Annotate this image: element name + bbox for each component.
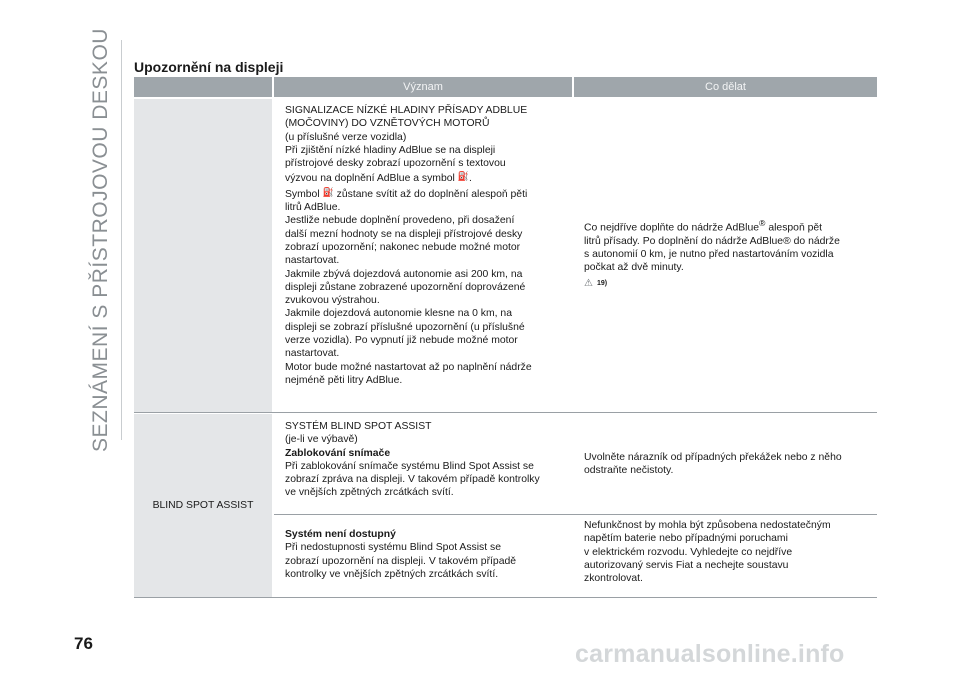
page-number: 76: [74, 634, 93, 653]
warning-reference: ⚠ 19): [584, 277, 608, 289]
row-divider: [134, 412, 877, 413]
row1-action: Co nejdříve doplňte do nádrže AdBlue® alespoň pět litrů přísady. Po doplnění do nádrže AdBlue® do nádrže s autonomií 0 km, je nutno před nastartováním vozidla počkat až dvě minuty. ⚠ 19): [584, 218, 840, 289]
watermark: carmanualsonline.info: [575, 640, 845, 668]
table-header-action: Co dělat: [574, 77, 877, 97]
table-header-empty: [134, 77, 272, 97]
row2-sub1-action: Uvolněte nárazník od případných překážek nebo z něho odstraňte nečistoty.: [584, 452, 842, 477]
row1-meaning: SIGNALIZACE NÍZKÉ HLADINY PŘÍSADY ADBLUE (MOČOVINY) DO VZNĚTOVÝCH MOTORŮ (u příslušné verze vozidla) Při zjištění nízké hladiny AdBlue se na displeji přístrojové desky zobrazí upozornění s textovou výzvou na doplnění AdBlue a symbol ⛽. Symbol ⛽ zůstane svítit až do doplnění alespoň pěti litrů AdBlue. Jestliže nebude doplnění provedeno, při dosažení další mezní hodnoty se na displeji přístrojové desky zobrazí upozornění; nakonec nebude možné motor nastartovat. Jakmile zbývá dojezdová autonomie asi 200 km, na displeji zůstane zobrazené upozornění doprovázené zvukovou výstrahou. Jakmile dojezdová autonomie klesne na 0 km, na displeji se zobrazí příslušné upozornění (u příslušné verze vozidla). Po vypnutí již nebude možné motor nastartovat. Motor bude možné nastartovat až po naplnění nádrže nejméně pěti litry AdBlue.: [285, 105, 532, 386]
row2-label: BLIND SPOT ASSIST: [152, 500, 254, 511]
row1-label-cell: [134, 99, 272, 412]
table-bottom-rule: [134, 597, 877, 598]
adblue-icon: ⛽: [322, 186, 334, 197]
row2-sub1-meaning: SYSTÉM BLIND SPOT ASSIST (je-li ve výbavě) Zablokování snímače Při zablokování snímače systému Blind Spot Assist se zobrazí zpráva na displeji. V takovém případě kontrolky ve vnějších zpětných zrcátkách svítí.: [285, 421, 540, 499]
section-title: Upozornění na displeji: [134, 59, 284, 75]
sub-row-divider: [274, 514, 877, 515]
sub-heading: Systém není dostupný: [285, 529, 396, 540]
table-header-meaning: Význam: [274, 77, 572, 97]
side-chapter-title: SEZNÁMENÍ S PŘÍSTROJOVOU DESKOU: [89, 28, 112, 452]
sub-heading: Zablokování snímače: [285, 447, 391, 459]
warning-triangle-icon: ⚠: [584, 277, 593, 289]
row2-sub2-action: Nefunkčnost by mohla být způsobena nedostatečným napětím baterie nebo případnými poruchami v elektrickém rozvodu. Vyhledejte co nejdříve autorizovaný servis Fiat a nechejte soustavu zkontrolovat.: [584, 520, 831, 585]
adblue-icon: ⛽: [457, 171, 469, 182]
row2-sub2-meaning: Systém není dostupný Při nedostupnosti systému Blind Spot Assist se zobrazí upozornění na displeji. V takovém případě kontrolky ve vnějších zpětných zrcátkách svítí.: [285, 529, 517, 580]
side-rule: [121, 40, 122, 440]
